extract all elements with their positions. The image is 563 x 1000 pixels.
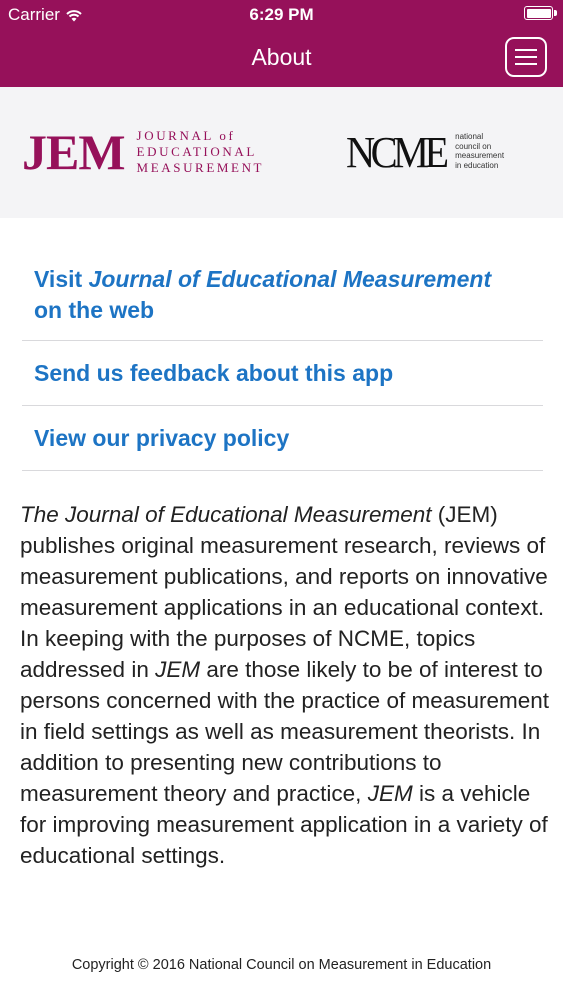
battery-icon [524, 6, 553, 20]
menu-button[interactable] [505, 37, 547, 77]
description-text: is a vehicle for improving measurement application in a variety of educational settings. [20, 781, 548, 868]
links-list [22, 248, 543, 471]
status-bar [0, 0, 563, 30]
navigation-header [0, 0, 563, 87]
hamburger-menu-icon-bar-top [515, 49, 537, 51]
jem-logo-line: MEASUREMENT [136, 160, 265, 175]
description-text: (JEM) publishes original measurement research, reviews of measurement publications, and reports on innovative measurement applications in an educational context. In keeping with the purposes of NCME, topics addressed in [20, 502, 548, 682]
status-time: 6:29 PM [249, 5, 314, 24]
logo-band [0, 87, 563, 218]
jem-italic: JEM [367, 781, 413, 806]
jem-logo-line: EDUCATIONAL [136, 144, 257, 159]
ncme-logo-line: council on [455, 141, 492, 151]
visit-prefix: Visit [34, 266, 83, 292]
hamburger-menu-icon-bar-middle [515, 56, 537, 58]
jem-logo-line: JOURNAL of [136, 128, 236, 143]
visit-journal-title: Journal of Educational Measurement [88, 266, 492, 292]
jem-logo-text [137, 128, 265, 176]
page-title: About [251, 44, 312, 70]
ncme-logo-abbr: NCME [346, 128, 445, 177]
ncme-logo-text [455, 132, 504, 170]
feedback-link[interactable]: Send us feedback about this app [22, 341, 543, 406]
copyright-footer: Copyright © 2016 National Council on Measurement in Education [71, 957, 492, 973]
ncme-logo-line: measurement [455, 151, 505, 160]
jem-italic: JEM [155, 657, 201, 682]
about-description [20, 499, 550, 871]
description-text: are those likely to be of interest to persons concerned with the practice of measurement in field settings as well as measurement theorists. In addition to presenting new contributions to measurement theory and practice, [20, 657, 550, 806]
ncme-logo-line: national [455, 132, 484, 141]
privacy-policy-link[interactable]: View our privacy policy [22, 406, 543, 471]
carrier-label: Carrier [8, 5, 60, 24]
visit-suffix: on the web [34, 297, 155, 323]
ncme-logo-line: in education [455, 160, 499, 170]
jem-logo [22, 124, 265, 180]
ncme-logo [346, 128, 505, 177]
jem-logo-abbr: JEM [22, 124, 125, 180]
visit-journal-link[interactable] [22, 248, 543, 341]
journal-title-italic: The Journal of Educational Measurement [20, 502, 432, 527]
hamburger-menu-icon-bar-bottom [515, 63, 537, 65]
battery-level [527, 9, 551, 18]
